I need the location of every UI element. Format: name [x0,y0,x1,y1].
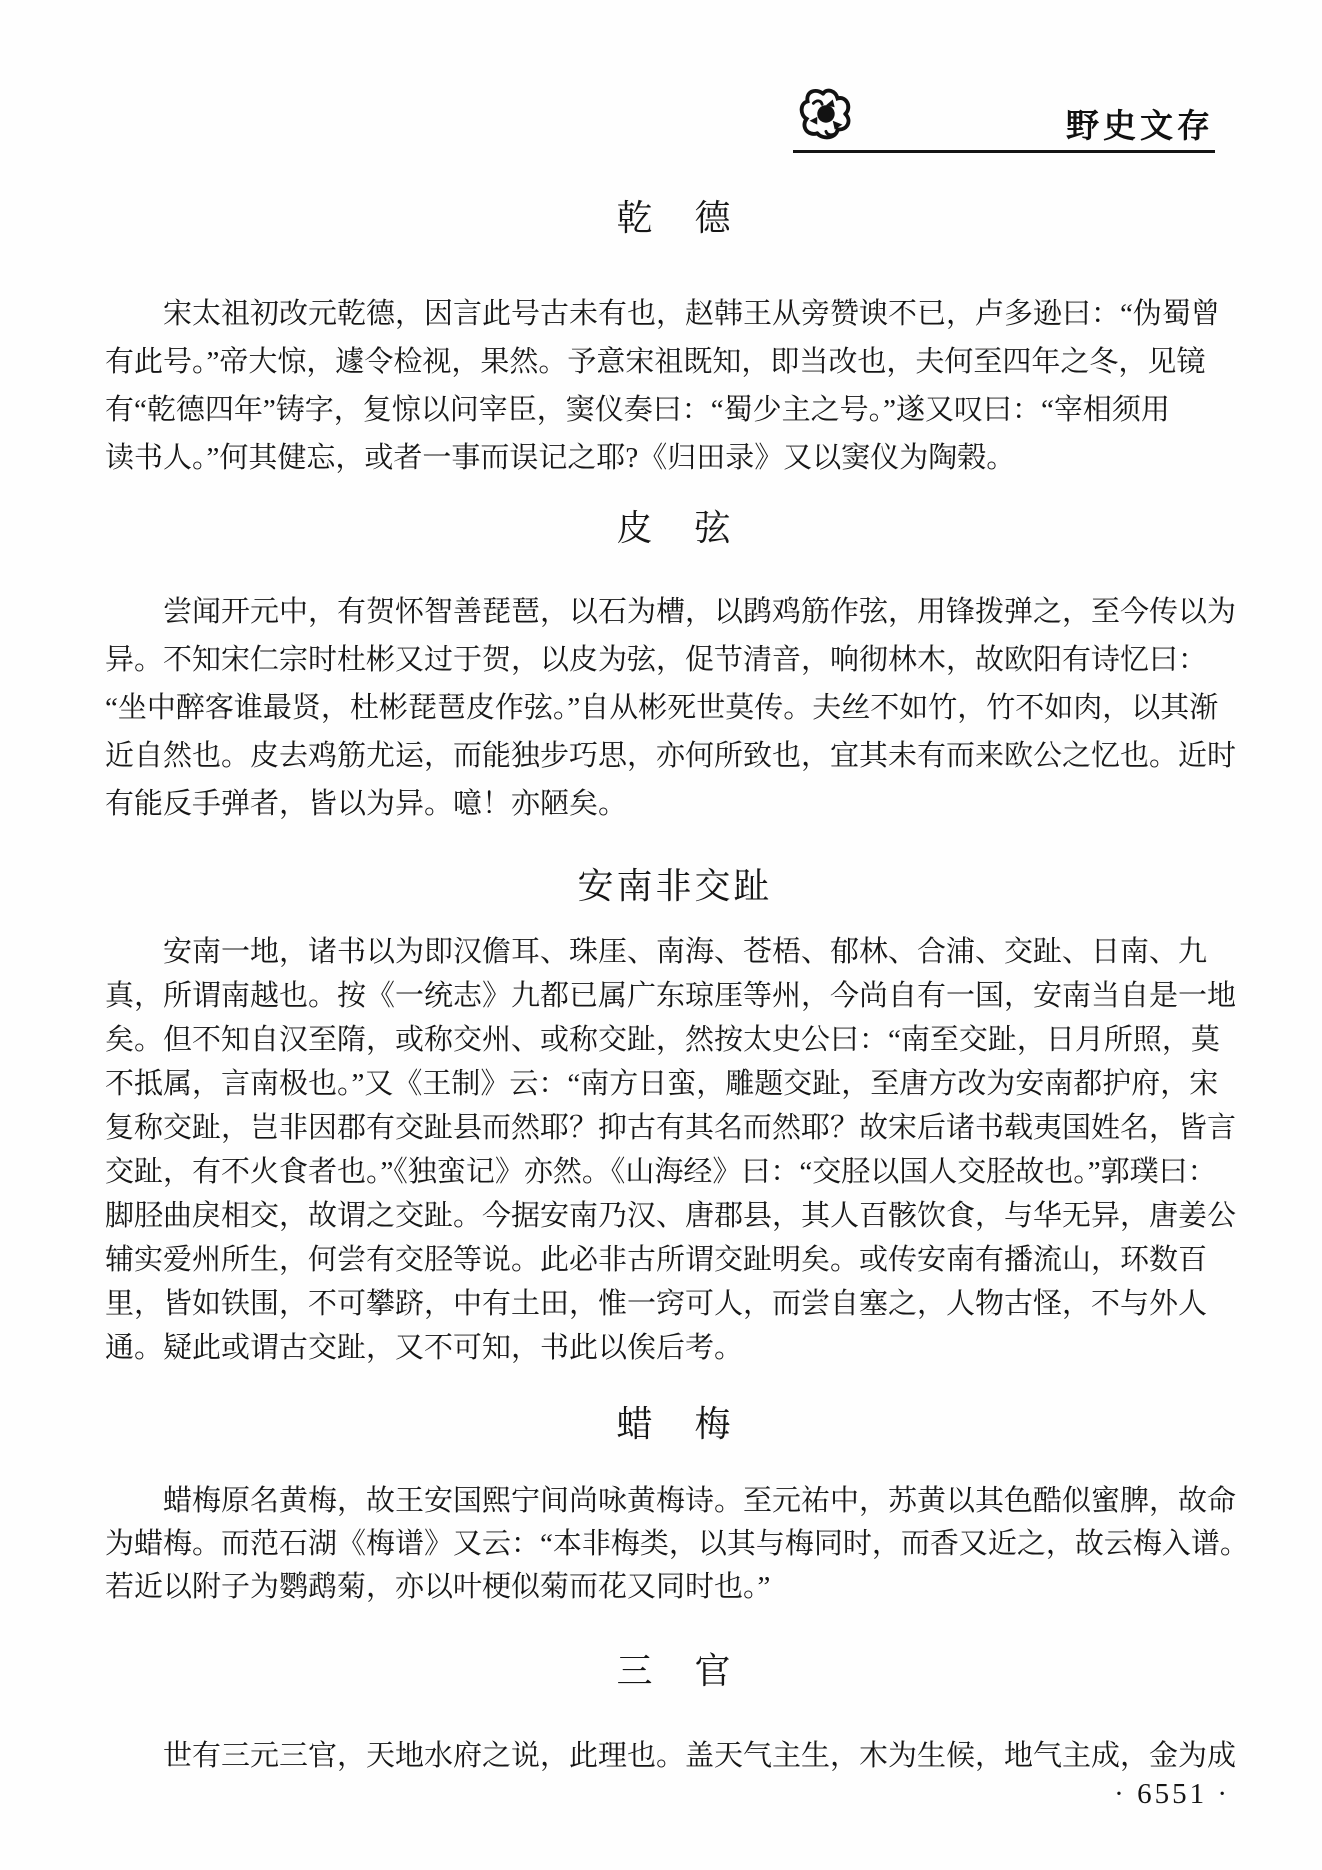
paragraph [105,588,1253,828]
section-title: 安南非交趾 [577,866,773,906]
text-line: “坐中醉客谁最贤，杜彬琵琶皮作弦。”自从彬死世莫传。夫丝不如竹，竹不如肉，以其渐 [105,692,1219,724]
section-title: 蜡 梅 [616,1404,734,1444]
paragraph [105,1732,1253,1780]
text-line: 通。疑此或谓古交趾，又不可知，书此以俟后考。 [105,1332,744,1364]
text-line: 世有三元三官，天地水府之说，此理也。盖天气主生，木为生候，地气主成，金为成 [163,1740,1237,1772]
text-line: 有能反手弹者，皆以为异。噫！亦陋矣。 [105,788,628,820]
text-line: 若近以附子为鹦鹉菊，亦以叶梗似菊而花又同时也。” [105,1571,771,1603]
paragraph [105,290,1253,482]
text-line: 脚胫曲戾相交，故谓之交趾。今据安南乃汉、唐郡县，其人百骸饮食，与华无异，唐姜公 [105,1200,1237,1232]
text-line: 读书人。”何其健忘，或者一事而误记之耶?《归田录》又以窦仪为陶榖。 [105,442,1016,474]
text-line: 交趾，有不火食者也。”《独蛮记》亦然。《山海经》曰：“交胫以国人交胫故也。”郭璞曰： [105,1156,1217,1188]
text-line: 真，所谓南越也。按《一统志》九都已属广东琼厓等州，今尚自有一国，安南当自是一地 [105,980,1237,1012]
text-line: 有此号。”帝大惊，遽令检视，果然。予意宋祖既知，即当改也，夫何至四年之冬，见镜 [105,346,1206,378]
section-title: 乾 德 [616,198,734,238]
text-line: 尝闻开元中，有贺怀智善琵琶，以石为槽，以鹍鸡筋作弦，用锋拨弹之，至今传以为 [163,596,1237,628]
paragraph [105,930,1253,1370]
text-line: 辅实爱州所生，何尝有交胫等说。此必非古所谓交趾明矣。或传安南有播流山，环数百 [105,1244,1208,1276]
text-line: 矣。但不知自汉至隋，或称交州、或称交趾，然按太史公曰：“南至交趾，日月所照，莫 [105,1024,1220,1056]
text-line: 复称交趾，岂非因郡有交趾县而然耶？抑古有其名而然耶？故宋后诸书载夷国姓名，皆言 [105,1112,1237,1144]
page-number: · 6551 · [1114,1778,1230,1810]
dragon-emblem-icon [793,82,857,144]
text-line: 宋太祖初改元乾德，因言此号古未有也，赵韩王从旁赞谀不已，卢多逊曰：“伪蜀曾 [163,298,1220,330]
section-title: 皮 弦 [616,508,734,548]
text-line: 近自然也。皮去鸡筋尤运，而能独步巧思，亦何所致也，宜其未有而来欧公之忆也。近时 [105,740,1237,772]
text-line: 安南一地，诸书以为即汉儋耳、珠厓、南海、苍梧、郁林、合浦、交趾、日南、九 [163,936,1208,968]
text-line: 有“乾德四年”铸字，复惊以问宰臣，窦仪奏曰：“蜀少主之号。”遂又叹曰：“宰相须用 [105,394,1170,426]
text-line: 里，皆如铁围，不可攀跻，中有土田，惟一窍可人，而尝自塞之，人物古怪，不与外人 [105,1288,1208,1320]
header-divider [793,150,1215,153]
running-head-title: 野史文存 [1066,107,1214,144]
text-line: 异。不知宋仁宗时杜彬又过于贺，以皮为弦，促节清音，响彻林木，故欧阳有诗忆曰： [105,644,1208,676]
paragraph [105,1480,1253,1609]
text-line: 蜡梅原名黄梅，故王安国熙宁间尚咏黄梅诗。至元祐中，苏黄以其色酷似蜜脾，故命 [163,1485,1237,1517]
text-line: 不抵属，言南极也。”又《王制》云：“南方日蛮，雕题交趾，至唐方改为安南都护府，宋 [105,1068,1219,1100]
section-title: 三 官 [616,1651,734,1691]
text-line: 为蜡梅。而范石湖《梅谱》又云：“本非梅类，以其与梅同时，而香又近之，故云梅入谱。 [105,1528,1249,1560]
